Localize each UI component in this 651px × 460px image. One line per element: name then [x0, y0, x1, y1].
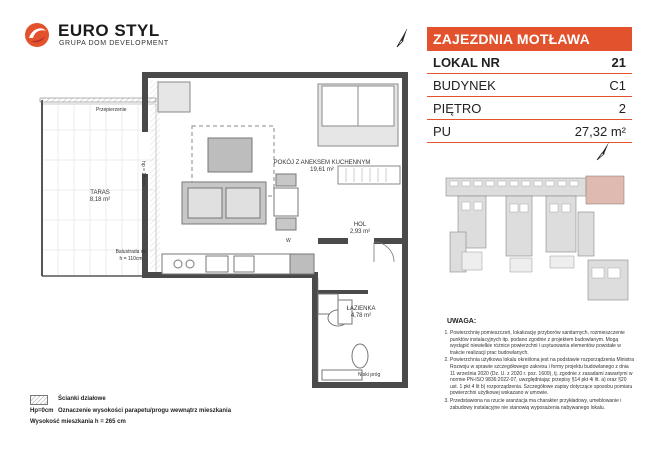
info-label: LOKAL NR	[433, 54, 500, 70]
room-terrace-label	[80, 190, 120, 204]
legend-hp-key: Hp=0cm	[30, 408, 54, 414]
label-w: W	[286, 238, 291, 244]
legend-height: Wysokość mieszkania h = 265 cm	[30, 419, 126, 425]
note-item: 3. Przedstawiona na rzucie aranżacja ma charakter przykładowy, umeblowanie i zabudowy instalacyjne nie stanowią wyposażenia nabywanego lokalu.	[450, 398, 634, 411]
project-title: ZAJEZDNIA MOTŁAWA	[427, 27, 632, 51]
room-living-label	[262, 160, 382, 174]
info-value: 2	[618, 100, 626, 116]
room-area: 4,78 m²	[350, 313, 372, 319]
legend-hp-desc: Oznaczenie wysokości parapetu/progu wewnątrz mieszkania	[58, 408, 232, 414]
notes	[438, 330, 634, 412]
brand-name: EURO STYL	[58, 21, 160, 40]
bed	[318, 84, 398, 146]
note-item: 2. Powierzchnia użytkowa lokalu określona jest na podstawie rozporządzenia Ministra Rozwoju w sprawie szczegółowego zakresu i formy projektu budowlanego z dnia 11 września 2020 (Dz. U. z 2020 r. poz. 1609), tj. zgodnie z zasadami zawartymi w normie PN-ISO 9836:2022-07, uwzględniając przepisy §14 pkt 4i lit. a) oraz §20 ust. 1 pkt 4 lit b) rozporządzenia. Szczegółowe zapisy dotyczące sposobu pomiaru powierzchni użytkowej wskazano w umowie.	[450, 357, 634, 397]
label-hp: hp = 18 cm	[139, 161, 146, 186]
room-bathroom-label	[340, 306, 382, 320]
armchair	[158, 82, 190, 112]
legend-hatch-swatch	[30, 395, 48, 405]
label-przepierzenie: Przepierzenie	[96, 107, 127, 113]
note-item: 1. Powierzchnię pomieszczeń, lokalizację przyborów sanitarnych, rozmieszczenie punktów instalacyjnych itp. podano zgodnie z projektem budowlanym. Mogą wystąpić niewielkie różnice powierzchni i usytuowania elementów powstałe w trakcie realizacji prac budowlanych.	[450, 330, 634, 356]
balustrada-text: Balustrada do	[115, 249, 147, 255]
info-row-pietro	[427, 97, 632, 120]
notes-title: UWAGA:	[447, 318, 477, 325]
room-hall-label	[340, 222, 380, 236]
compass-needle-side-icon	[591, 139, 615, 163]
label-balustrada	[108, 249, 154, 263]
brand-subtitle: GRUPA DOM DEVELOPMENT	[59, 40, 169, 47]
dining-set	[274, 174, 298, 230]
coffee-table	[208, 138, 252, 172]
room-name: POKÓJ Z ANEKSEM KUCHENNYM	[273, 160, 371, 166]
room-name: TARAS	[90, 190, 110, 196]
kitchen-counter	[162, 254, 314, 274]
apartment-info-table	[427, 27, 632, 143]
room-area: 19,61 m²	[310, 167, 334, 173]
info-value: 21	[611, 54, 626, 70]
building-key-plan	[438, 172, 634, 304]
sofa	[182, 182, 266, 224]
info-label: BUDYNEK	[433, 77, 496, 93]
compass-needle-icon	[391, 27, 413, 49]
info-value: 27,32 m²	[574, 123, 626, 139]
info-label: PU	[433, 123, 452, 139]
room-area: 8,18 m²	[89, 197, 111, 203]
room-name: ŁAZIENKA	[346, 306, 376, 312]
balustrada-height: h = 110cm	[119, 256, 143, 262]
info-row-lokal	[427, 51, 632, 74]
room-name: HOL	[353, 222, 367, 228]
highlighted-unit-marker	[586, 176, 624, 204]
label-niski-prog: Niski próg	[358, 372, 381, 378]
info-label: PIĘTRO	[433, 100, 482, 116]
legend-walls: Ścianki działowe	[58, 396, 106, 402]
euro-styl-logo-icon	[24, 22, 50, 48]
info-row-budynek	[427, 74, 632, 97]
room-area: 2,93 m²	[349, 229, 371, 235]
info-value: C1	[609, 77, 626, 93]
